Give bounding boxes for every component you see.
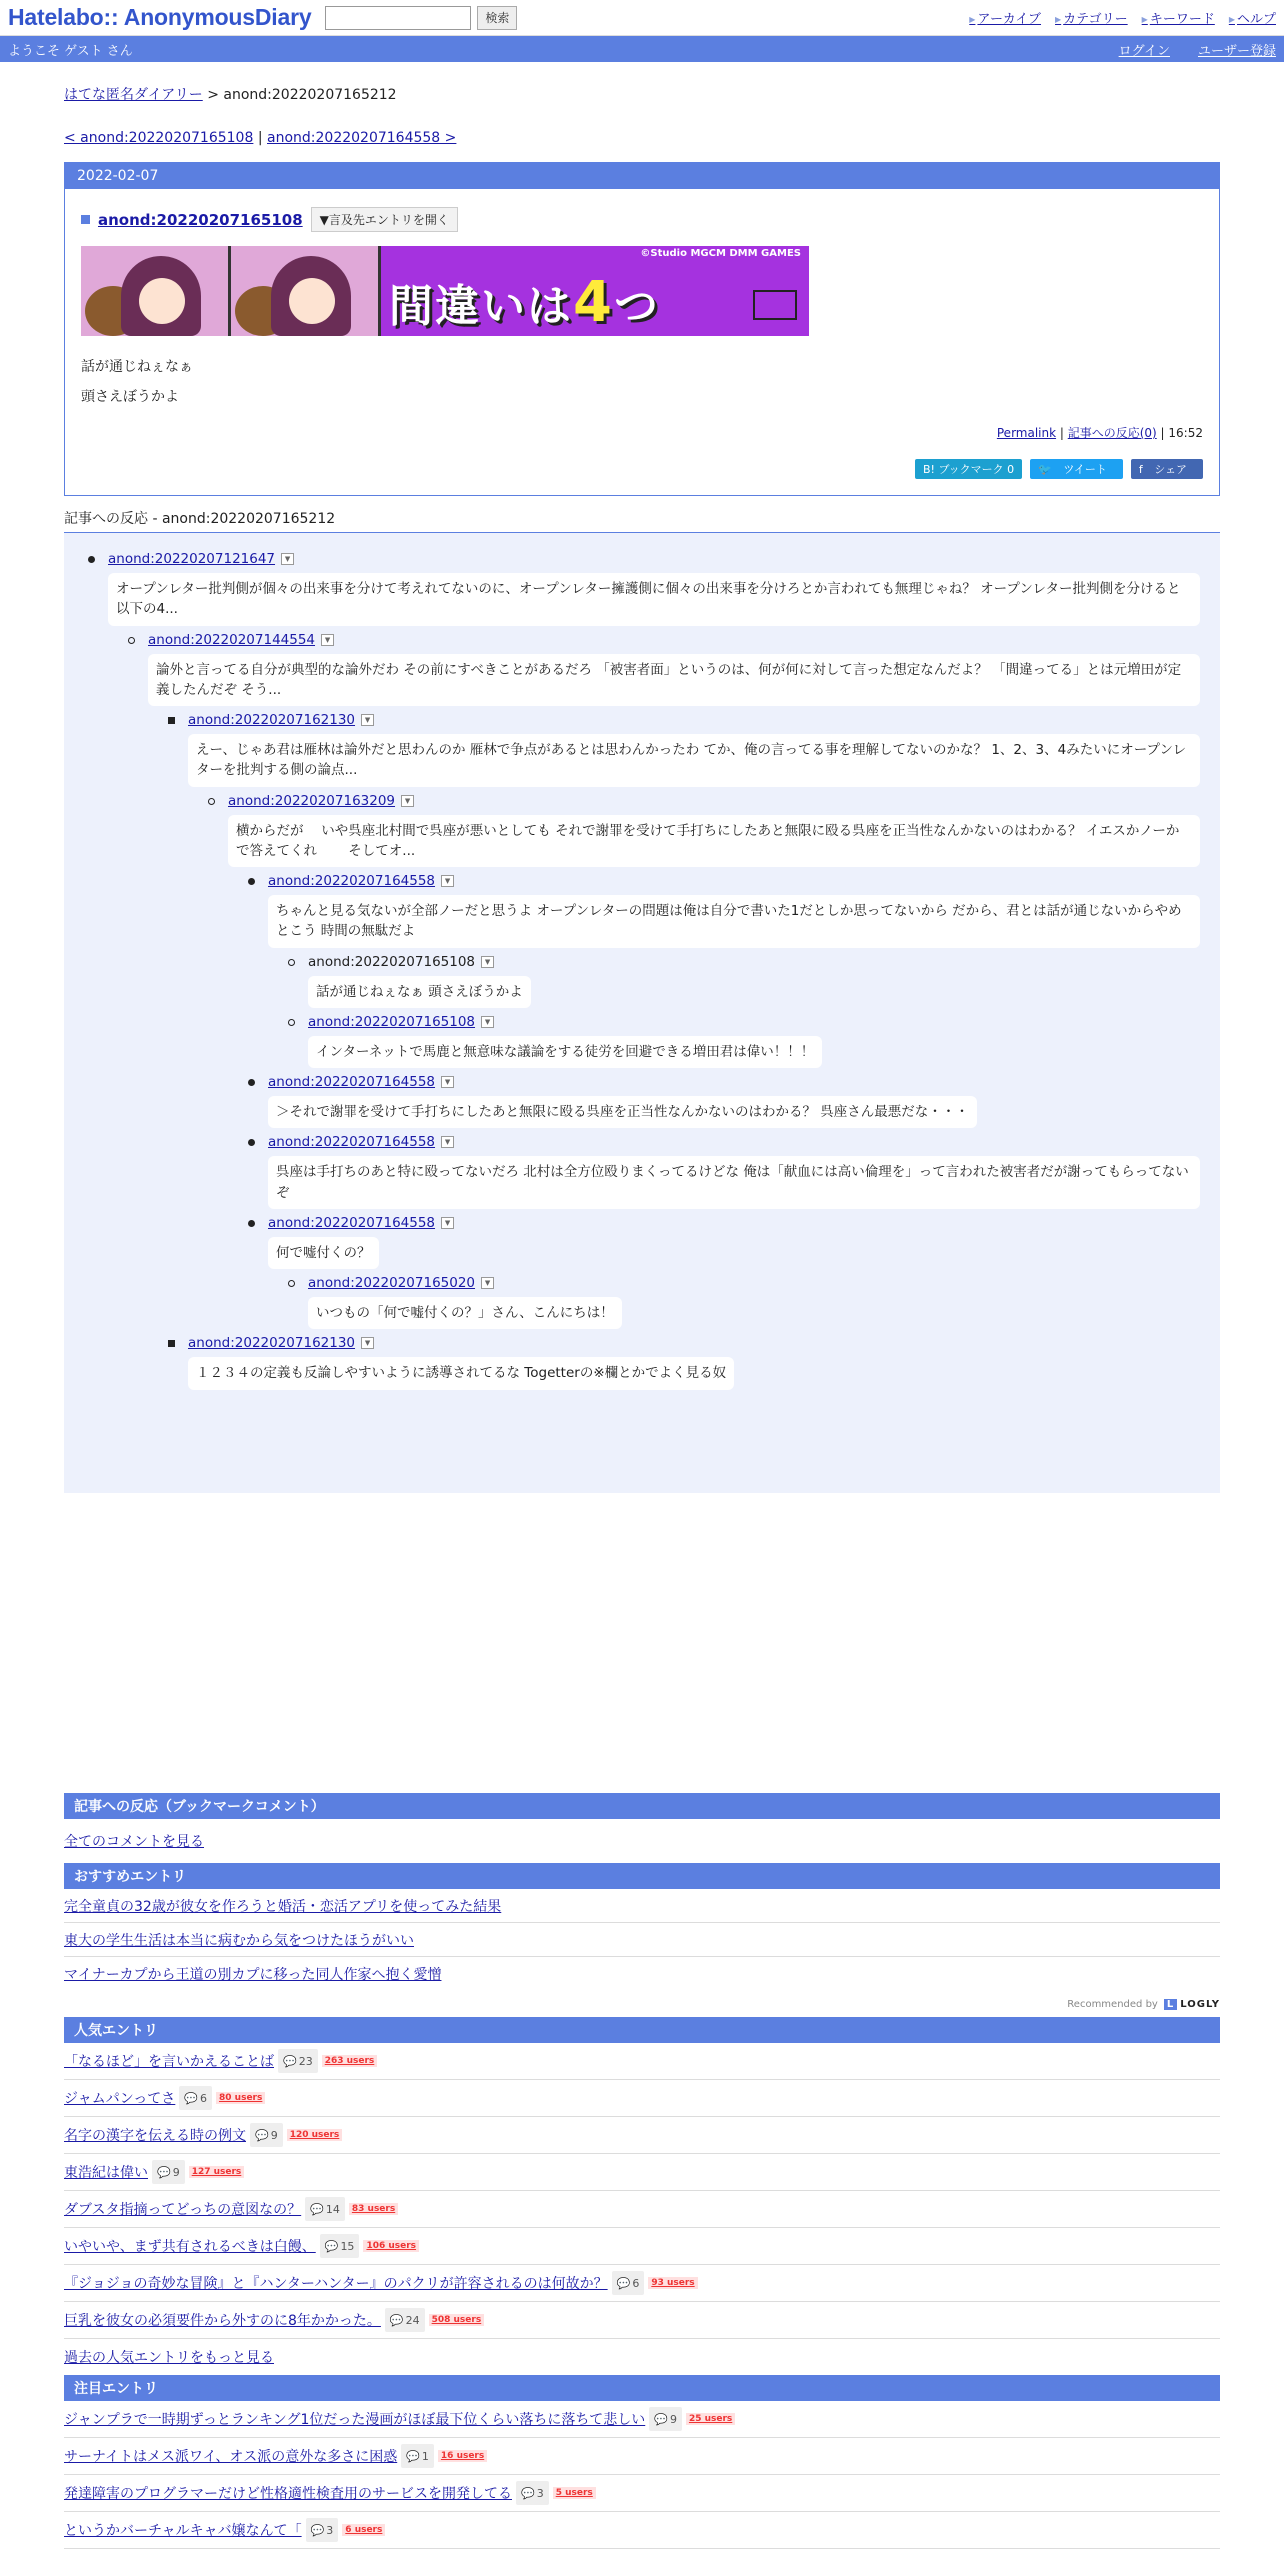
tree-node-comment: 論外と言ってる自分が典型的な論外だわ その前にすべきことがあるだろ 「被害者面」というのは、何が何に対して言った想定なんだよ？ 「間違ってる」とは元増田が定義したんだぞ そう... [148, 654, 1200, 707]
popular-more-link[interactable]: 過去の人気エントリをもっと見る [64, 2350, 274, 2366]
blank-area [64, 1493, 1220, 1793]
top-header [0, 0, 1284, 36]
tree-node [268, 1215, 1220, 1269]
entry-body [81, 356, 1203, 406]
bookmark-users-badge[interactable]: 25 users [686, 2413, 735, 2425]
tree-node-link[interactable]: anond:20220207164558 [268, 1074, 436, 1090]
breadcrumb-separator: > [207, 87, 224, 103]
next-entry-link[interactable]: anond:20220207164558 > [267, 130, 457, 146]
recommend-section-title: おすすめエントリ [64, 1863, 1220, 1889]
tree-node-link[interactable]: anond:20220207162130 [188, 712, 356, 728]
comment-count[interactable]: 💬 24 [385, 2308, 425, 2332]
tree-node [108, 551, 1220, 626]
comment-bubble-icon: 💬 [310, 2523, 325, 2537]
share-buttons [81, 459, 1203, 479]
expand-toggle-icon[interactable]: ▼ [361, 1337, 374, 1349]
bookmark-users-badge[interactable]: 83 users [349, 2203, 398, 2215]
breadcrumb-home[interactable]: はてな匿名ダイアリー [64, 87, 203, 103]
ad-character-image-2 [231, 246, 381, 336]
bookmark-users-badge[interactable]: 6 users [342, 2524, 385, 2536]
popular-entry-row [64, 2043, 1220, 2080]
welcome-bar [0, 36, 1284, 62]
expand-toggle-icon[interactable]: ▼ [361, 714, 374, 726]
tree-node [188, 1335, 1220, 1389]
comment-bubble-icon: 💬 [184, 2091, 199, 2105]
reactions-tree [64, 533, 1220, 1493]
nav-help[interactable]: ▶ ヘルプ [1229, 8, 1276, 27]
tree-node-comment: いつもの「何で嘘付くの？」さん、こんにちは！ [308, 1297, 622, 1329]
pager [64, 130, 1220, 146]
expand-toggle-icon[interactable]: ▼ [481, 1277, 494, 1289]
top-nav [969, 8, 1276, 27]
search-input[interactable] [325, 6, 471, 30]
site-logo[interactable]: Hatelabo:: AnonymousDiary [8, 4, 312, 30]
comment-count[interactable]: 💬 1 [401, 2444, 434, 2468]
recommend-entry-link[interactable]: 完全童貞の32歳が彼女を作ろうと婚活・恋活アプリを使ってみた結果 [64, 1898, 502, 1915]
tree-node-comment: １２３４の定義も反論しやすいように誘導されてるな Togetterの※欄とかでよく見る奴 [188, 1357, 734, 1389]
entry-time: 16:52 [1168, 426, 1203, 440]
popular-entry-row [64, 2302, 1220, 2339]
popular-entry-link[interactable]: ダブスタ指摘ってどっちの意図なの？ [64, 2202, 302, 2218]
nav-category[interactable]: ▶ カテゴリー [1055, 8, 1128, 27]
breadcrumb [64, 84, 1220, 104]
tree-node-comment: 話が通じねぇなぁ 頭さえぼうかよ [308, 976, 531, 1008]
tree-node [268, 1134, 1220, 1209]
tree-node-link[interactable]: anond:20220207121647 [108, 551, 276, 567]
comment-bubble-icon: 💬 [255, 2128, 269, 2142]
tree-node [308, 1014, 1220, 1068]
tree-node-link[interactable]: anond:20220207144554 [148, 631, 316, 648]
tree-node-link[interactable]: anond:20220207165108 [308, 1013, 476, 1030]
bookmark-section-title: 記事への反応（ブックマークコメント） [64, 1793, 1220, 1819]
tree-node-comment: 横からだが いや呉座北村間で呉座が悪いとしても それで謝罪を受けて手打ちにしたあと無限に殴る呉座を正当性なんかないのはわかる？ イエスかノーかで答えてくれ そしてオ... [228, 815, 1200, 868]
tree-node-current [308, 954, 1220, 1008]
popular-entry-link[interactable]: 巨乳を彼女の必須要件から外すのに8年かかった。 [64, 2313, 381, 2329]
expand-toggle-icon[interactable]: ▼ [441, 875, 454, 887]
popular-more-row [64, 2339, 1220, 2375]
nav-keyword[interactable]: ▶ キーワード [1142, 8, 1215, 27]
bookmark-users-badge[interactable]: 5 users [553, 2487, 596, 2499]
expand-toggle-icon[interactable]: ▼ [441, 1136, 454, 1148]
recommend-entry-link[interactable]: 東大の学生生活は本当に病むから気をつけたほうがいい [64, 1932, 414, 1949]
comment-count[interactable]: 💬 9 [649, 2407, 682, 2431]
comment-bubble-icon: 💬 [283, 2054, 297, 2068]
popular-entry-row [64, 2154, 1220, 2191]
expand-toggle-icon[interactable]: ▼ [441, 1076, 454, 1088]
popular-entry-link[interactable]: ジャムパンってさ [64, 2091, 176, 2107]
logly-logo[interactable]: L LOGLY [1164, 1999, 1220, 2010]
comment-bubble-icon: 💬 [406, 2449, 420, 2463]
popular-entry-link[interactable]: 東浩紀は偉い [64, 2165, 148, 2181]
featured-entry-row [64, 2512, 1220, 2549]
expand-toggle-icon[interactable]: ▼ [481, 1016, 494, 1028]
comment-count[interactable]: 💬 9 [152, 2160, 185, 2184]
login-link[interactable]: ログイン [1118, 43, 1170, 59]
bookmark-comments-row [64, 1819, 1220, 1863]
register-link[interactable]: ユーザー登録 [1197, 43, 1276, 59]
tweet-button[interactable]: 🐦 ツイート [1030, 459, 1123, 479]
bookmark-users-badge[interactable]: 508 users [429, 2314, 485, 2326]
permalink-link[interactable]: Permalink [996, 426, 1057, 440]
popular-entry-link[interactable]: いやいや、まず共有されるべきは白饅、 [64, 2239, 316, 2255]
featured-entry-row [64, 2401, 1220, 2438]
tree-node-comment: ＞それで謝罪を受けて手打ちにしたあと無限に殴る呉座を正当性なんかないのはわかる？ 呉座さん最悪だな・・・ [268, 1096, 977, 1128]
popular-entry-row [64, 2265, 1220, 2302]
featured-entry-link[interactable]: サーナイトはメス派ワイ、オス派の意外な多さに困惑 [64, 2449, 398, 2465]
expand-toggle-icon[interactable]: ▼ [401, 795, 414, 807]
ad-banner[interactable] [81, 246, 809, 336]
expand-toggle-icon[interactable]: ▼ [321, 634, 334, 646]
comment-bubble-icon: 💬 [654, 2412, 668, 2426]
main-content [64, 84, 1220, 2549]
day-entry [64, 162, 1220, 496]
tree-node [268, 1074, 1220, 1128]
popular-entry-row [64, 2228, 1220, 2265]
comment-bubble-icon: 💬 [310, 2202, 324, 2216]
comment-count[interactable]: 💬 3 [306, 2518, 339, 2542]
expand-toggle-icon[interactable]: ▼ [441, 1217, 454, 1229]
comment-bubble-icon: 💬 [324, 2239, 339, 2253]
ad-copyright: ©Studio MGCM DMM GAMES [640, 248, 801, 259]
popular-entry-row [64, 2191, 1220, 2228]
bookmark-users-badge[interactable]: 127 users [189, 2166, 245, 2178]
featured-entry-link[interactable]: ジャンプラで一時期ずっとランキング1位だった漫画がほぼ最下位くらい落ちに落ちて悲しい [64, 2412, 646, 2428]
open-reference-button[interactable]: ▼言及先エントリを開く [311, 207, 458, 232]
recommended-by: Recommended by L LOGLY [1067, 1998, 1220, 2010]
comment-bubble-icon: 💬 [389, 2313, 404, 2327]
featured-list [64, 2401, 1220, 2549]
tree-node-link[interactable]: anond:20220207165020 [308, 1275, 476, 1291]
tree-node-link[interactable]: anond:20220207162130 [188, 1335, 356, 1352]
prev-entry-link[interactable]: < anond:20220207165108 [64, 130, 254, 146]
comment-count[interactable]: 💬 23 [278, 2049, 318, 2073]
section-title-link[interactable]: anond:20220207165108 [98, 210, 303, 229]
reactions-heading: 記事への反応 - anond:20220207165212 [64, 508, 1220, 533]
comment-count[interactable]: 💬 6 [612, 2271, 645, 2295]
tree-node-comment: えー、じゃあ君は雁林は論外だと思わんのか 雁林で争点があるとは思わんかったわ てか、俺の言ってる事を理解してないのかな？ 1、2、3、4みたいにオープンレターを批判する側の論点... [188, 734, 1200, 787]
tree-node-comment: 何で嘘付くの？ [268, 1237, 379, 1269]
bookmark-users-badge[interactable]: 93 users [648, 2277, 697, 2289]
comment-bubble-icon: 💬 [157, 2165, 171, 2179]
featured-section-title: 注目エントリ [64, 2375, 1220, 2401]
popular-entry-row [64, 2080, 1220, 2117]
day-date: 2022-02-07 [65, 163, 1219, 189]
bookmark-users-badge[interactable]: 106 users [363, 2240, 419, 2252]
tree-node-comment: オープンレター批判側が個々の出来事を分けて考えれてないのに、オープンレター擁護側に個々の出来事を分けろとか言われても無理じゃね？ オープンレター批判側を分けると以下の4... [108, 573, 1200, 626]
recommend-entry-link[interactable]: マイナーカプから王道の別カプに移った同人作家へ抱く愛憎 [64, 1967, 442, 1983]
comment-count[interactable]: 💬 9 [250, 2123, 283, 2147]
comment-count[interactable]: 💬 15 [320, 2234, 360, 2258]
tree-node-link[interactable]: anond:20220207163209 [228, 792, 396, 809]
popular-entry-link[interactable]: 『ジョジョの奇妙な冒険』と『ハンターハンター』のパクリが許容されるのは何故か？ [64, 2276, 608, 2292]
hatena-bookmark-button[interactable]: B! ブックマーク 0 [915, 459, 1022, 479]
popular-section-title: 人気エントリ [64, 2017, 1220, 2043]
search-button[interactable]: 検索 [477, 6, 517, 30]
expand-toggle-icon[interactable]: ▼ [281, 553, 294, 565]
body-line: 頭さえぼうかよ [81, 389, 179, 405]
popular-entry-link[interactable]: 「なるほど」を言いかえることば [64, 2054, 274, 2070]
section-title [81, 207, 1203, 232]
bookmark-users-badge[interactable]: 80 users [216, 2092, 265, 2104]
facebook-share-button[interactable]: f シェア [1131, 459, 1203, 479]
entry-footer: Permalink | 記事への反応(0) | 16:52 [996, 426, 1203, 440]
ad-character-image [81, 246, 231, 336]
tree-node-comment: 呉座は手打ちのあと特に殴ってないだろ 北村は全方位殴りまくってるけどな 俺は「献血には高い倫理を」って言われた被害者だが謝ってもらってないぞ [268, 1156, 1200, 1209]
welcome-text: ようこそ ゲスト さん [8, 43, 133, 59]
body-line: 話が通じねぇなぁ [81, 359, 193, 375]
expand-toggle-icon[interactable]: ▼ [481, 956, 494, 968]
tree-node [148, 632, 1220, 707]
featured-entry-row [64, 2438, 1220, 2475]
tree-node-link[interactable]: anond:20220207164558 [268, 1214, 436, 1231]
all-comments-link[interactable]: 全てのコメントを見る [64, 1834, 204, 1850]
comment-bubble-icon: 💬 [616, 2276, 631, 2290]
popular-entry-row [64, 2117, 1220, 2154]
featured-entry-link[interactable]: 発達障害のプログラマーだけど性格適性検査用のサービスを開発してる [64, 2486, 512, 2502]
recommend-list [64, 1889, 1220, 1991]
tree-node-current-id: anond:20220207165108 [308, 953, 476, 970]
comment-bubble-icon: 💬 [521, 2486, 535, 2500]
bookmark-users-badge[interactable]: 120 users [287, 2129, 343, 2141]
comment-count[interactable]: 💬 6 [179, 2086, 212, 2110]
bookmark-users-badge[interactable]: 16 users [438, 2450, 487, 2462]
breadcrumb-current: anond:20220207165212 [223, 87, 397, 103]
nav-archive[interactable]: ▶ アーカイブ [969, 8, 1041, 27]
tree-node-comment: インターネットで馬鹿と無意味な議論をする徒労を回避できる増田君は偉い！！！ [308, 1036, 822, 1068]
popular-entry-link[interactable]: 名字の漢字を伝える時の例文 [64, 2128, 246, 2144]
tree-node-link[interactable]: anond:20220207164558 [268, 873, 436, 889]
ad-logo [753, 290, 797, 320]
tree-node [268, 873, 1220, 948]
tree-node [308, 1275, 1220, 1329]
section-square-icon [81, 215, 90, 224]
comment-count[interactable]: 💬 14 [305, 2197, 345, 2221]
reactions-link[interactable]: 記事への反応(0) [1067, 426, 1157, 440]
pager-separator: | [257, 130, 263, 146]
featured-entry-row [64, 2475, 1220, 2512]
tree-node-link[interactable]: anond:20220207164558 [268, 1134, 436, 1151]
featured-entry-link[interactable]: というかバーチャルキャバ嬢なんて「 [64, 2523, 302, 2539]
comment-count[interactable]: 💬 3 [516, 2481, 549, 2505]
ad-title: 間違いは4つ [389, 270, 660, 335]
tree-node [188, 712, 1220, 787]
tree-node-comment: ちゃんと見る気ないが全部ノーだと思うよ オープンレターの問題は俺は自分で書いた1だとしか思ってないから だから、君とは話が通じないからやめとこう 時間の無駄だよ [268, 895, 1200, 948]
popular-list [64, 2043, 1220, 2339]
bookmark-users-badge[interactable]: 263 users [322, 2055, 378, 2067]
tree-node [228, 793, 1220, 868]
